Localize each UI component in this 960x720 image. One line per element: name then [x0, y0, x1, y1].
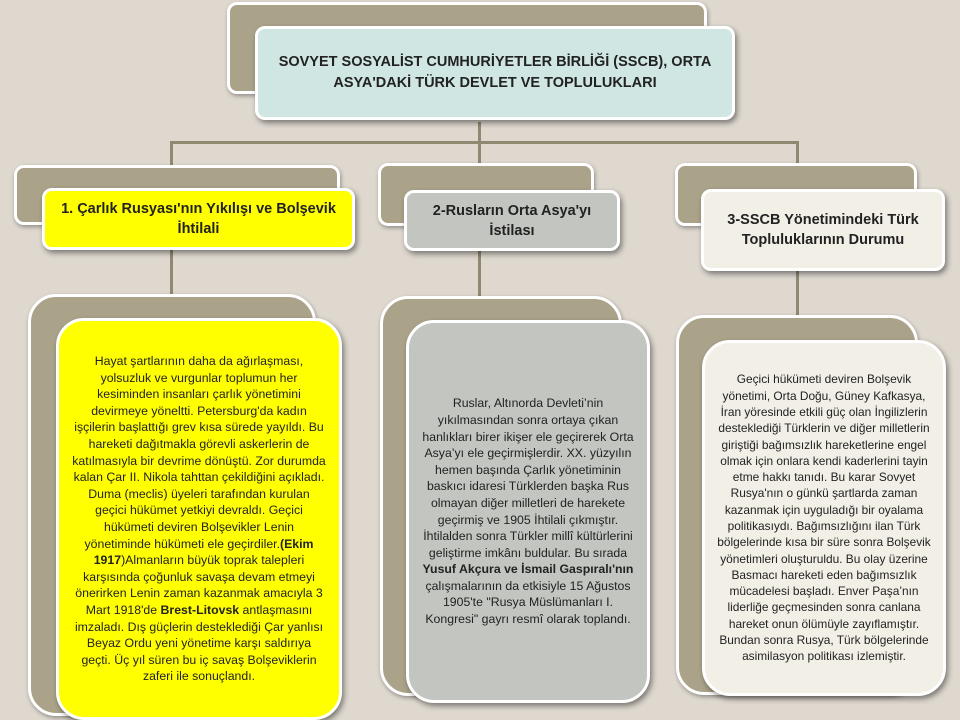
section-1-heading-box	[42, 188, 355, 250]
connector-title-down	[478, 122, 481, 142]
section-1-panel	[56, 318, 342, 720]
section-3-body: Geçici hükümeti deviren Bolşevik yönetimi, Orta Doğu, Güney Kafkasya, İran yöresinde etkili güç olan İngilizlerin desteklediği Türklerin ve diğer milletlerin giriştiği bağımsızlık hareketlerine engel olmak için onlara kendi kaderlerini tayin etme hakkı tanıdı. Bu karar Sovyet Rusya'nın o günkü şartlarda zaman kazanmak için uyguladığı bir oyalama politikasıydı. Bağımsızlığını ilan Türk bölgelerinde kısa bir süre sonra Bolşevik yönetimleri oluşturuldu. Bu olay üzerine Basmacı hareketi eden bağımsızlık mücadelesi başladı. Enver Paşa’nın liderliğe geçmesinden sonra canlana hareket onun ölümüyle zayıflamıştır. Bundan sonra Rusya, Türk bölgelerinde asimilasyon politikası izlemiştir.	[717, 372, 931, 664]
section-3-heading: 3-SSCB Yönetimindeki Türk Topluluklarının Durumu	[727, 212, 919, 248]
section-2-body: Ruslar, Altınorda Devleti’nin yıkılmasından sonra ortaya çıkan hanlıkları birer ikişer ele geçirerek Orta Asya’yı ele geçirmişlerdir. XX. yüzyılın hemen başında Çarlık yönetiminin baskıcı idaresi Türklerden başka Rus olmayan diğer milletleri de harekete geçirmiş ve 1905 İhtilali çıkmıştır. İhtilalden sonra Türkler millî kültürlerini geliştirme imkânı buldular. Bu sırada Yusuf Akçura ve İsmail Gaspıralı'nın çalışmalarının da etkisiyle 15 Ağustos 1905'te "Rusya Müslümanları I. Kongresi" gayrı resmî olarak toplandı.	[422, 396, 634, 627]
section-1-heading: 1. Çarlık Rusyası'nın Yıkılışı ve Bolşevik İhtilali	[61, 201, 336, 237]
title-box	[255, 26, 735, 120]
connector-left-panel	[170, 248, 173, 298]
connector-center-down	[478, 141, 481, 165]
section-1-body: Hayat şartlarının daha da ağırlaşması, yolsuzluk ve vurgunlar toplumun her kesiminden insanları çarlık yönetimini devirmeye yöneltti. Petersburg'da kadın işçilerin başlattığı grev kısa sürede yayıldı. Bu hareketi dağıtmakla görevli askerlerin de katılmasıyla bir devrime dönüştü. Zor durumda kalan Çar II. Nikola tahttan çekildiğini açıkladı. Duma (meclis) üyeleri tarafından kurulan geçici hükümet yetkiyi devraldı. Geçici hükümeti deviren Bolşevikler Lenin yönetiminde hükümeti ele geçirdiler.(Ekim 1917)Almanların büyük toprak talepleri karşısında çoğunluk savaşa devam etmeyi önerirken Lenin zaman kazanmak amacıyla 3 Mart 1918'de Brest-Litovsk antlaşmasını imzaladı. Dış güçlerin desteklediği Çar yanlısı Beyaz Ordu yeni yönetime karşı saldırıya geçti. Üç yıl süren bu iç savaş Bolşeviklerin zaferi ile sonuçlandı.	[72, 354, 326, 684]
connector-right-panel	[796, 269, 799, 317]
page-title: SOVYET SOSYALİST CUMHURİYETLER BİRLİĞİ (SSCB), ORTA ASYA'DAKİ TÜRK DEVLET VE TOPLULUKLARI	[278, 54, 712, 91]
section-2-heading: 2-Rusların Orta Asya'yı İstilası	[432, 202, 592, 239]
section-3-panel	[702, 340, 946, 696]
section-2-panel	[406, 320, 650, 703]
section-3-heading-box	[701, 189, 945, 271]
connector-horizontal	[170, 141, 798, 144]
connector-center-panel	[478, 249, 481, 299]
section-2-heading-box	[404, 190, 620, 251]
